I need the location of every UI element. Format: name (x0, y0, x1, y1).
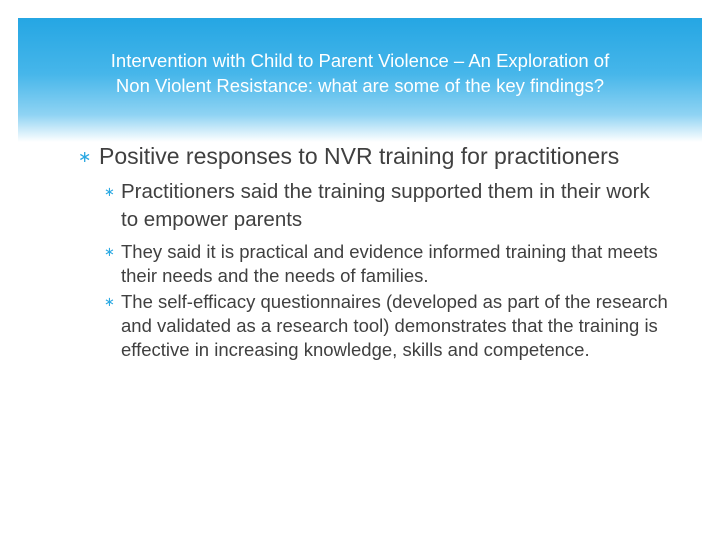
asterisk-bullet-icon: ∗ (104, 295, 115, 310)
slide-body (72, 142, 672, 364)
bullet-text: The self-efficacy questionnaires (developed as part of the research and validated as a research tool) demonstrates that the training is effective in increasing knowledge, skills and competence. (121, 291, 668, 360)
slide-title-line-1: Intervention with Child to Parent Violence – An Exploration of (110, 50, 610, 71)
bullet-text: Positive responses to NVR training for practitioners (99, 143, 620, 169)
bullet-level2 (102, 178, 672, 234)
slide-title (30, 48, 690, 98)
bullet-text: Practitioners said the training supported them in their work to empower parents (121, 180, 650, 231)
asterisk-bullet-icon: ∗ (78, 147, 92, 166)
bullet-text: They said it is practical and evidence informed training that meets their needs and the needs of families. (121, 241, 658, 286)
asterisk-bullet-icon: ∗ (104, 185, 115, 200)
bullet-level2 (102, 240, 672, 288)
asterisk-bullet-icon: ∗ (104, 245, 115, 260)
slide-title-line-2: Non Violent Resistance: what are some of the key findings? (115, 75, 605, 96)
bullet-level1 (72, 142, 672, 170)
bullet-level2 (102, 290, 672, 362)
